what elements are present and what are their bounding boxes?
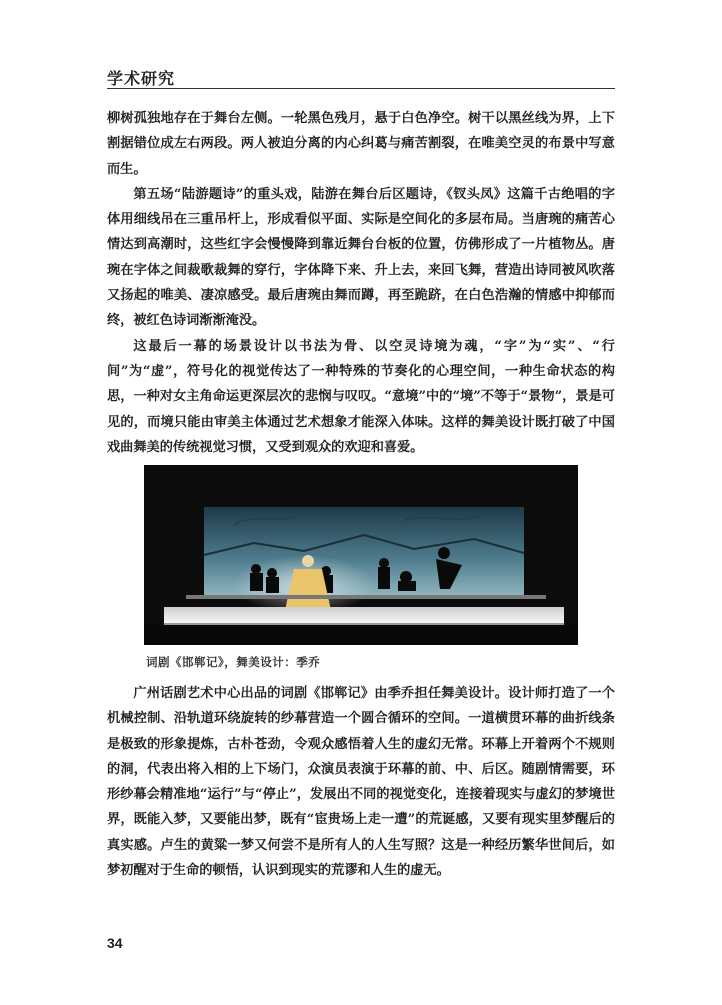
paragraph: 这最后一幕的场景设计以书法为骨、以空灵诗境为魂，“字”为“实”、“行间”为“虚”，符号化的视觉传达了一种特殊的节奏化的心理空间，一种生命状态的构思，一种对女主角命运更深层次的悲悯与叹叹。“意境”中的“境”不等于“景物”，景是可见的，而境只能由审美主体通过艺术想象才能深入体味。这样的舞美设计既打破了中国戏曲舞美的传统视觉习惯，又受到观众的欢迎和喜爱。 — [107, 338, 615, 455]
header-rule — [107, 88, 615, 89]
paragraph: 柳树孤独地存在于舞台左侧。一轮黑色残月，悬于白色净空。树干以黑丝线为界，上下割据错位成左右两段。两人被迫分离的内心纠葛与痛苦割裂，在唯美空灵的布景中写意而生。 — [107, 111, 615, 177]
section-title: 学术研究 — [107, 69, 176, 88]
page-number: 34 — [107, 935, 123, 951]
article-body-lower — [107, 681, 615, 883]
paragraph: 第五场“陆游题诗”的重头戏，陆游在舞台后区题诗，《钗头凤》这篇千古绝唱的字体用细线吊在三重吊杆上，形成看似平面、实际是空间化的多层布局。当唐琬的痛苦心情达到高潮时，这些红字会慢慢降到靠近舞台台板的位置，仿佛形成了一片植物丛。唐琬在字体之间裁歌裁舞的穿行，字体降下来、升上去，来回飞舞，营造出诗同被风吹落又扬起的唯美、凄凉感受。最后唐琬由舞而蹲，再至跪跻，在白色浩瀚的情感中抑郁而终，被红色诗词渐渐淹没。 — [107, 186, 615, 329]
stage-scene-illustration — [144, 465, 578, 645]
running-header — [107, 66, 615, 89]
paragraph: 广州话剧艺术中心出品的词剧《邯郸记》由季乔担任舞美设计。设计师打造了一个机械控制、沿轨道环绕旋转的纱幕营造一个圆合循环的空间。一道横贯环幕的曲折线条是极致的形象提炼，古朴苍劲，令观众感悟着人生的虚幻无常。环幕上开着两个不规则的洞，代表出将入相的上下场门，众演员表演于环幕的前、中、后区。随剧情需要，环形纱幕会精准地“运行”与“停止”，发展出不同的视觉变化，连接着现实与虚幻的梦境世界，既能入梦，又要能出梦，既有“宦贵场上走一遭”的荒诞感，又要有现实里梦醒后的真实感。卢生的黄粱一梦又何尝不是所有人的人生写照？这是一种经历繁华世间后，如梦初醒对于生命的顿悟，认识到现实的荒谬和人生的虚无。 — [107, 686, 615, 879]
article-body-upper — [107, 106, 615, 460]
stage-photo — [144, 465, 578, 645]
figure-caption: 词剧《邯郸记》，舞美设计：季乔 — [146, 655, 321, 669]
